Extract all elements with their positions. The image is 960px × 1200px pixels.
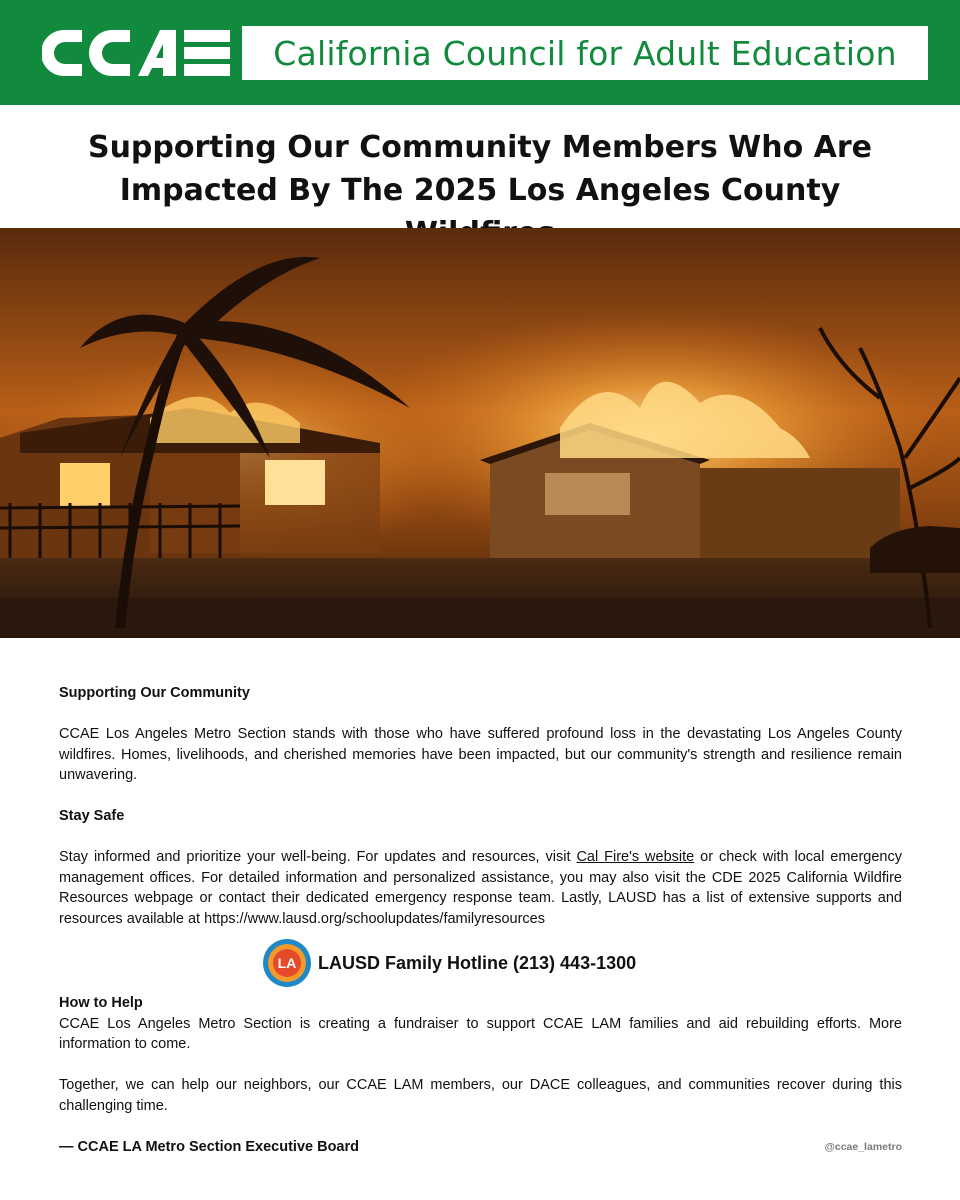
org-name-box (242, 26, 928, 80)
article-body (59, 683, 902, 1157)
cal-fire-link[interactable]: Cal Fire's website (576, 849, 695, 865)
header-banner (0, 0, 960, 105)
title-line-2: Impacted By The 2025 Los Angeles County (119, 173, 841, 208)
hotline-text: LAUSD Family Hotline (213) 443-1300 (318, 952, 637, 973)
stay-safe-paragraph (59, 847, 902, 929)
together-paragraph: Together, we can help our neighbors, our CCAE LAM members, our DACE colleagues, and communities recover during this challenging time. (59, 1077, 902, 1114)
social-handle: @ccae_lametro (824, 1141, 902, 1153)
how-to-help-paragraph: CCAE Los Angeles Metro Section is creating a fundraiser to support CCAE LAM families and aid rebuilding efforts. More information to come. (59, 1015, 902, 1052)
section-heading-stay-safe: Stay Safe (59, 808, 125, 824)
section-heading-how-to-help: How to Help (59, 995, 143, 1011)
wildfire-photo (0, 228, 960, 638)
lausd-badge-text: LA (277, 955, 297, 971)
community-paragraph: CCAE Los Angeles Metro Section stands with those who have suffered profound loss in the devastating Los Angeles County wildfires. Homes, livelihoods, and cherished memories have been impacted, but our community's strength and resilience remain unwavering. (59, 726, 902, 783)
lausd-logo-icon (262, 938, 312, 988)
title-line-1: Supporting Our Community Members Who Are (87, 130, 873, 165)
org-name: California Council for Adult Education (273, 33, 897, 73)
ccae-logo (42, 24, 232, 82)
stay-safe-text-1: Stay informed and prioritize your well-being. For updates and resources, visit (59, 849, 577, 865)
signature: — CCAE LA Metro Section Executive Board (59, 1138, 359, 1155)
hotline-row (262, 937, 902, 989)
section-heading-community: Supporting Our Community (59, 685, 250, 701)
stay-safe-text-2: or check with local emergency management offices. For detailed information and personalized assistance, you may also visit the CDE 2025 California Wildfire Resources webpage or contact their dedicated emergency response team. Lastly, LAUSD has a list of extensive supports and resources available at https://www.lausd.org/schoolupdates/familyresources (59, 849, 902, 927)
